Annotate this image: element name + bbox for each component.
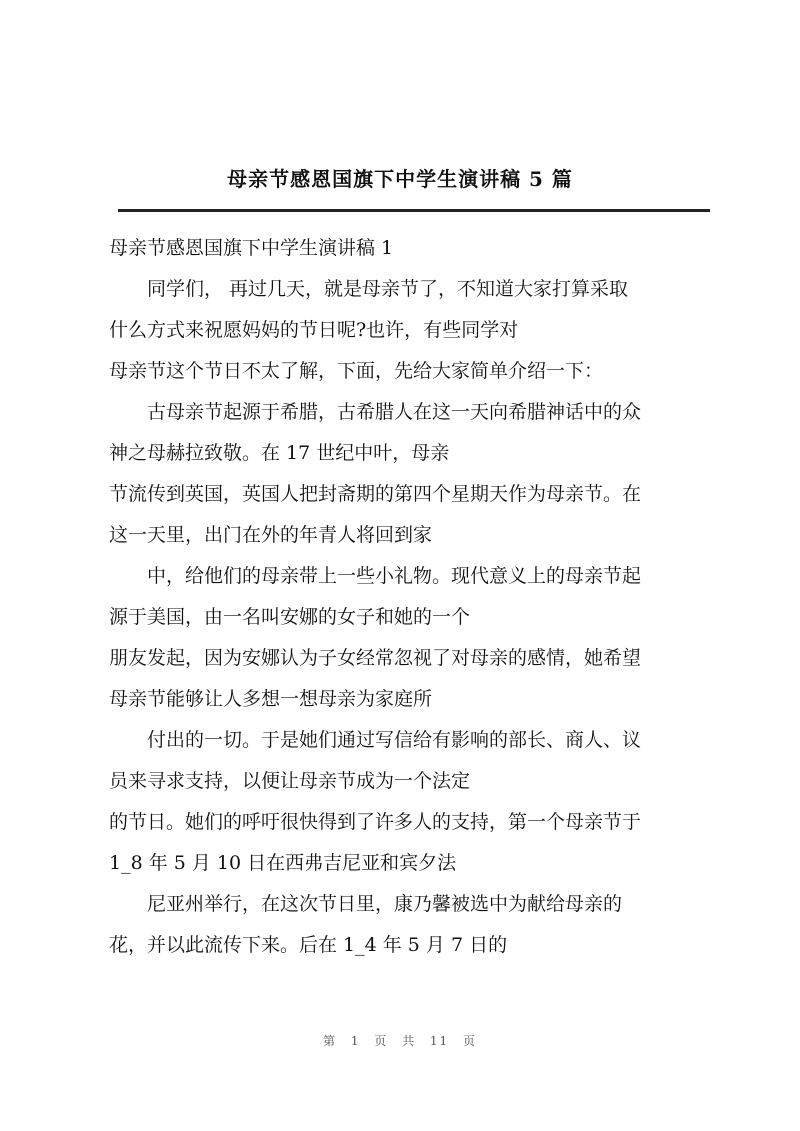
paragraph-line: 古母亲节起源于希腊，古希腊人在这一天向希腊神话中的众	[147, 401, 642, 423]
paragraph-line: 尼亚州举行，在这次节日里，康乃馨被选中为献给母亲的	[147, 893, 623, 915]
paragraph-line: 同学们， 再过几天，就是母亲节了，不知道大家打算采取	[147, 278, 629, 300]
paragraph-line: 员来寻求支持，以便让母亲节成为一个法定	[109, 770, 471, 792]
paragraph-line: 母亲节能够让人多想一想母亲为家庭所	[109, 688, 433, 710]
paragraph-line: 朋友发起，因为安娜认为子女经常忽视了对母亲的感情，她希望	[109, 647, 642, 669]
paragraph-line: 中，给他们的母亲带上一些小礼物。现代意义上的母亲节起	[147, 565, 642, 587]
paragraph-line: 母亲节这个节日不太了解，下面，先给大家简单介绍一下：	[109, 360, 604, 382]
paragraph-line: 的节日。她们的呼吁很快得到了许多人的支持，第一个母亲节于	[109, 811, 642, 833]
paragraph-line: 付出的一切。于是她们通过写信给有影响的部长、商人、议	[147, 729, 642, 751]
page-footer: 第 1 页 共 11 页	[323, 1034, 477, 1048]
section-heading: 母亲节感恩国旗下中学生演讲稿 1	[109, 237, 394, 259]
paragraph-line: 1_8 年 5 月 10 日在西弗吉尼亚和宾夕法	[109, 852, 457, 874]
paragraph-line: 什么方式来祝愿妈妈的节日呢?也许，有些同学对	[109, 319, 519, 341]
document-title: 母亲节感恩国旗下中学生演讲稿 5 篇	[227, 167, 573, 191]
paragraph-line: 这一天里，出门在外的年青人将回到家	[109, 524, 433, 546]
paragraph-line: 神之母赫拉致敬。在 17 世纪中叶，母亲	[109, 442, 450, 464]
paragraph-line: 节流传到英国，英国人把封斋期的第四个星期天作为母亲节。在	[109, 483, 642, 505]
document-body	[109, 234, 714, 959]
paragraph-line: 源于美国，由一名叫安娜的女子和她的一个	[109, 606, 471, 628]
title-divider	[118, 209, 710, 212]
paragraph-line: 花，并以此流传下来。后在 1_4 年 5 月 7 日的	[109, 934, 508, 956]
